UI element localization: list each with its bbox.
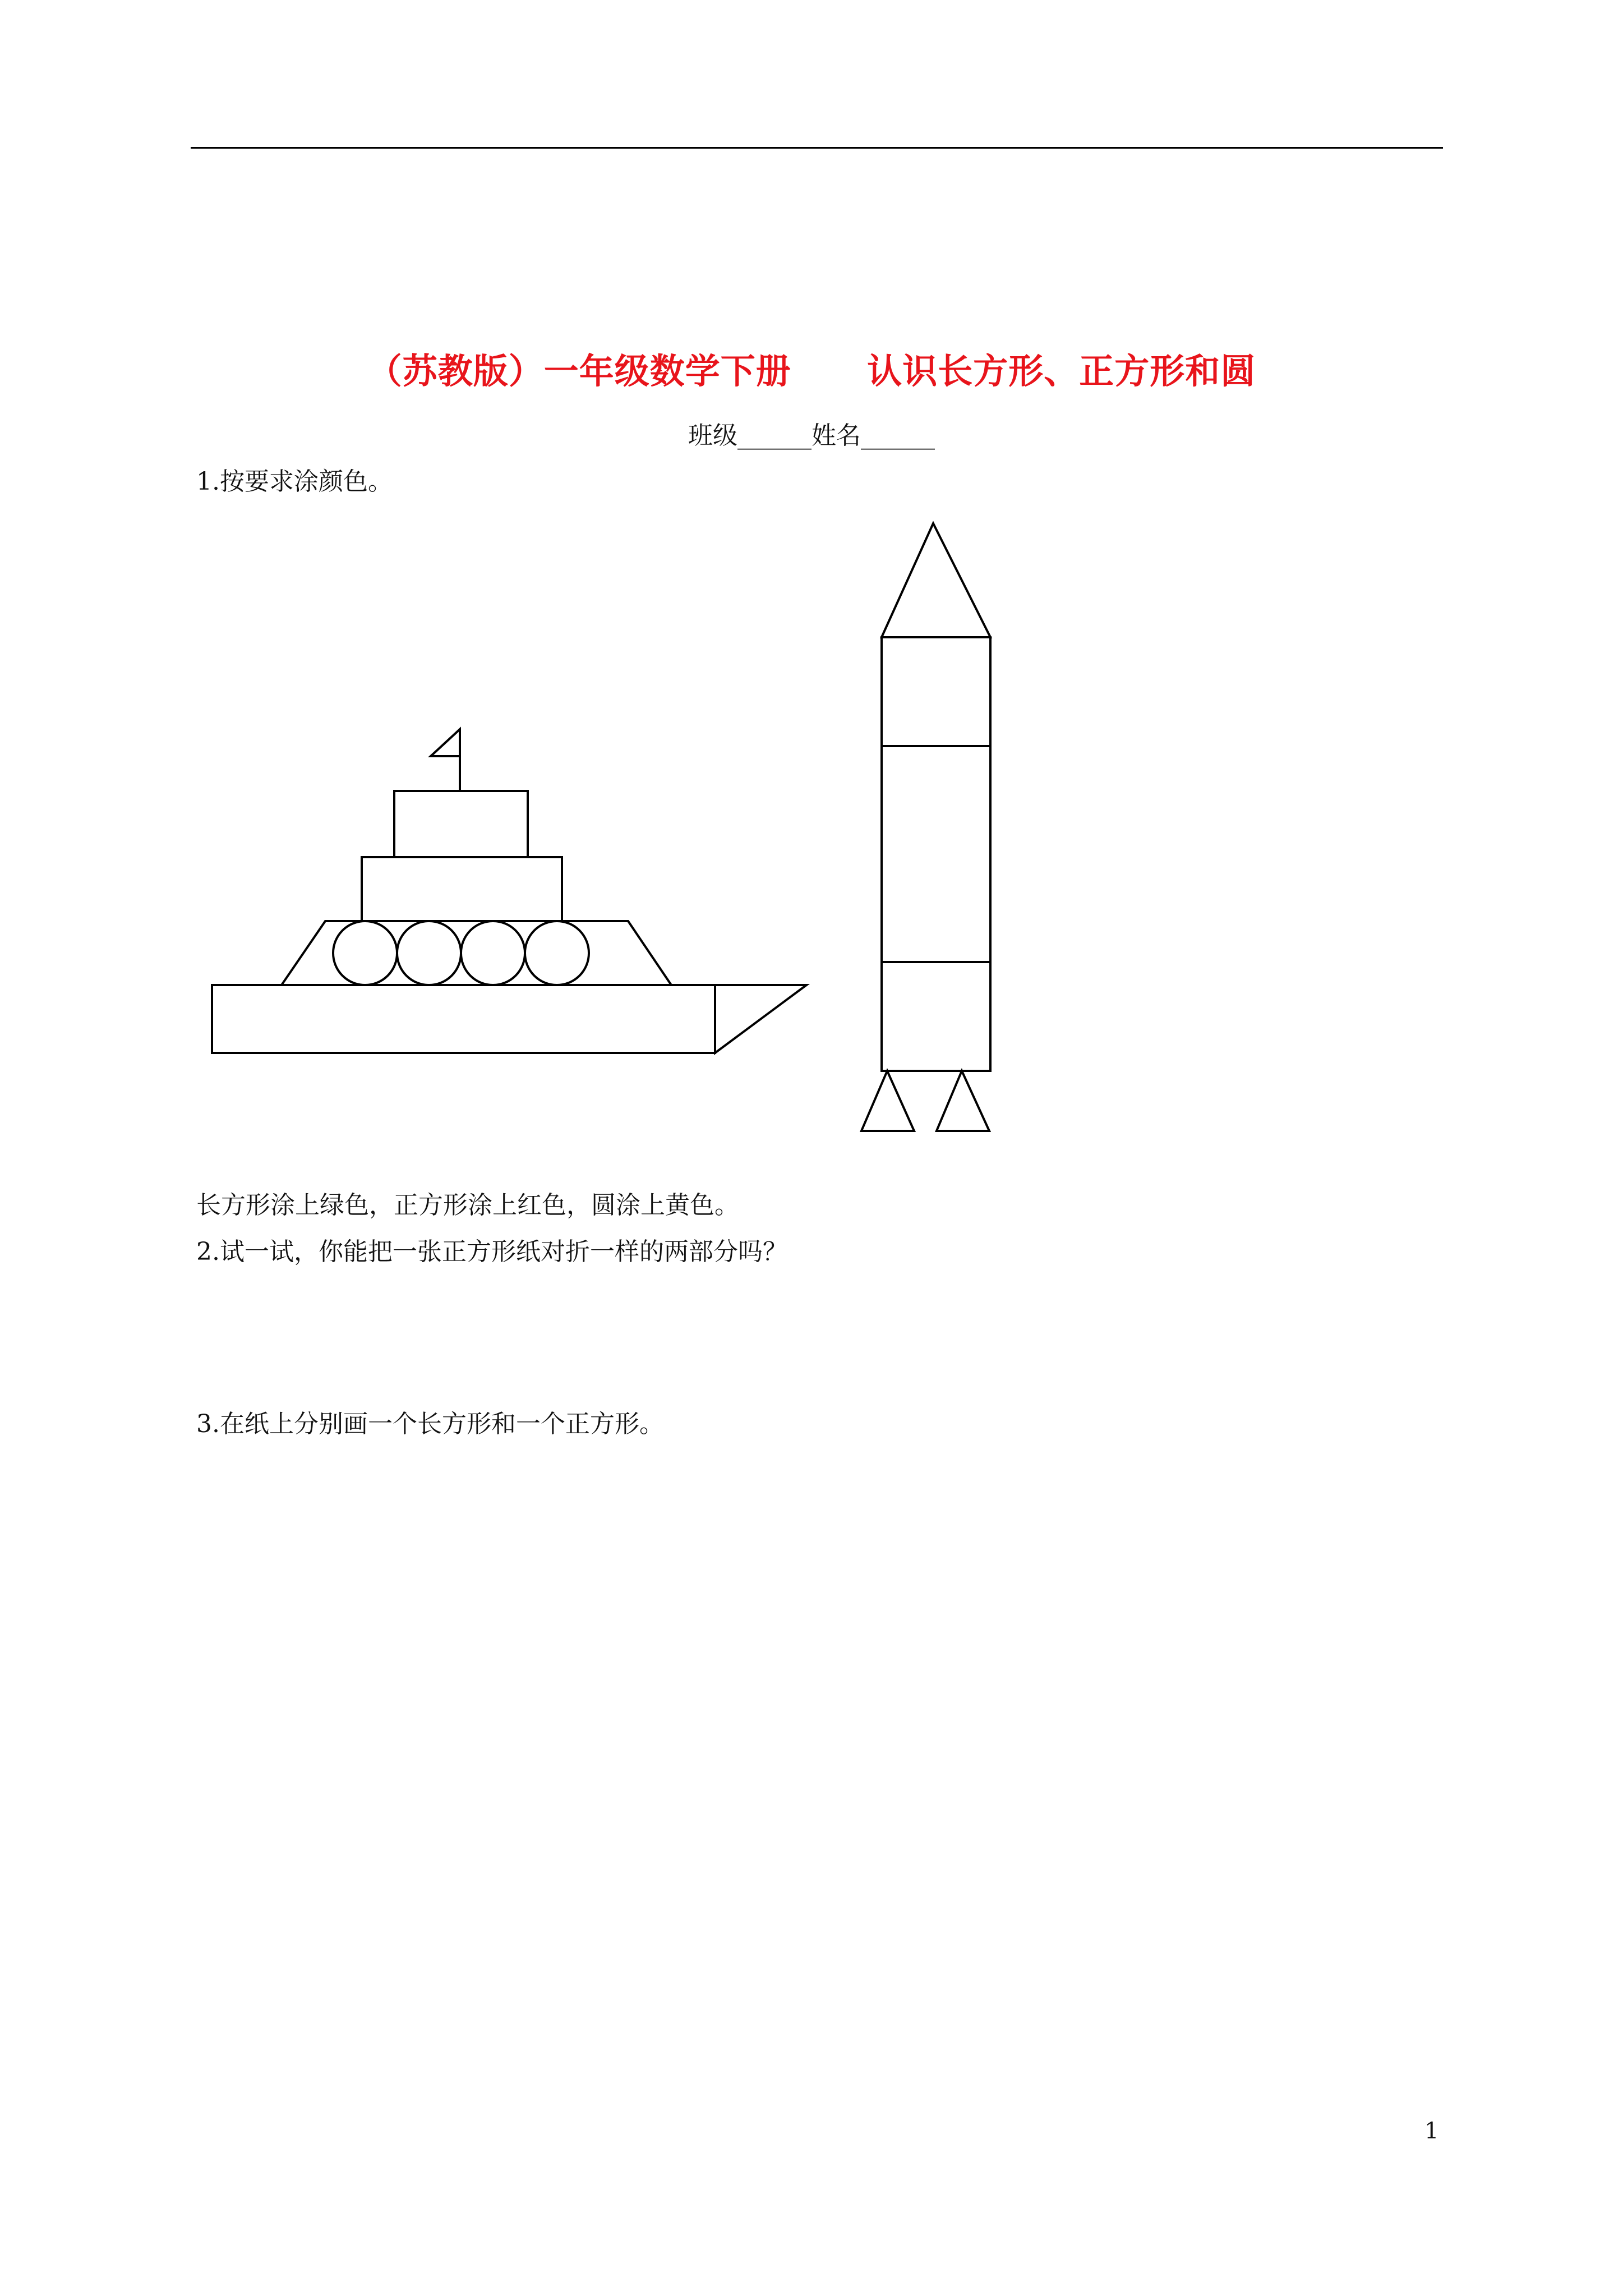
question-3-prompt: 3.在纸上分别画一个长方形和一个正方形。 [196,1410,664,1438]
ship-porthole-circle [461,921,525,985]
ship-upper-cabin-rectangle [394,791,528,857]
shapes-figure [191,505,1032,1156]
rocket-left-fin-triangle [861,1071,914,1131]
rocket-right-fin-triangle [937,1071,989,1131]
header-rule [191,147,1443,149]
page-number: 1 [1424,2118,1439,2144]
rocket-drawing [861,523,990,1131]
ship-bow-triangle [715,985,806,1053]
class-name-line: 班级______姓名______ [688,421,935,450]
question-1-prompt: 1.按要求涂颜色。 [196,467,393,496]
ship-flag-triangle [431,729,460,756]
ship-porthole-circle [525,921,589,985]
ship-porthole-circle [333,921,397,985]
ship-lower-cabin-rectangle [362,857,562,921]
question-2-prompt: 2.试一试，你能把一张正方形纸对折一样的两部分吗？ [196,1237,787,1266]
question-1-instruction: 长方形涂上绿色，正方形涂上红色，圆涂上黄色。 [196,1191,739,1220]
ship-hull-rectangle [212,985,715,1053]
ship-porthole-circle [397,921,461,985]
rocket-nose-triangle [882,523,990,637]
rocket-middle-section-rectangle [882,746,990,962]
rocket-top-section-rectangle [882,637,990,746]
rocket-bottom-section-rectangle [882,962,990,1071]
page-title: （苏教版）一年级数学下册 认识长方形、正方形和圆 [367,351,1256,392]
ship-deck-trapezoid [282,921,671,985]
ship-drawing [212,729,806,1053]
